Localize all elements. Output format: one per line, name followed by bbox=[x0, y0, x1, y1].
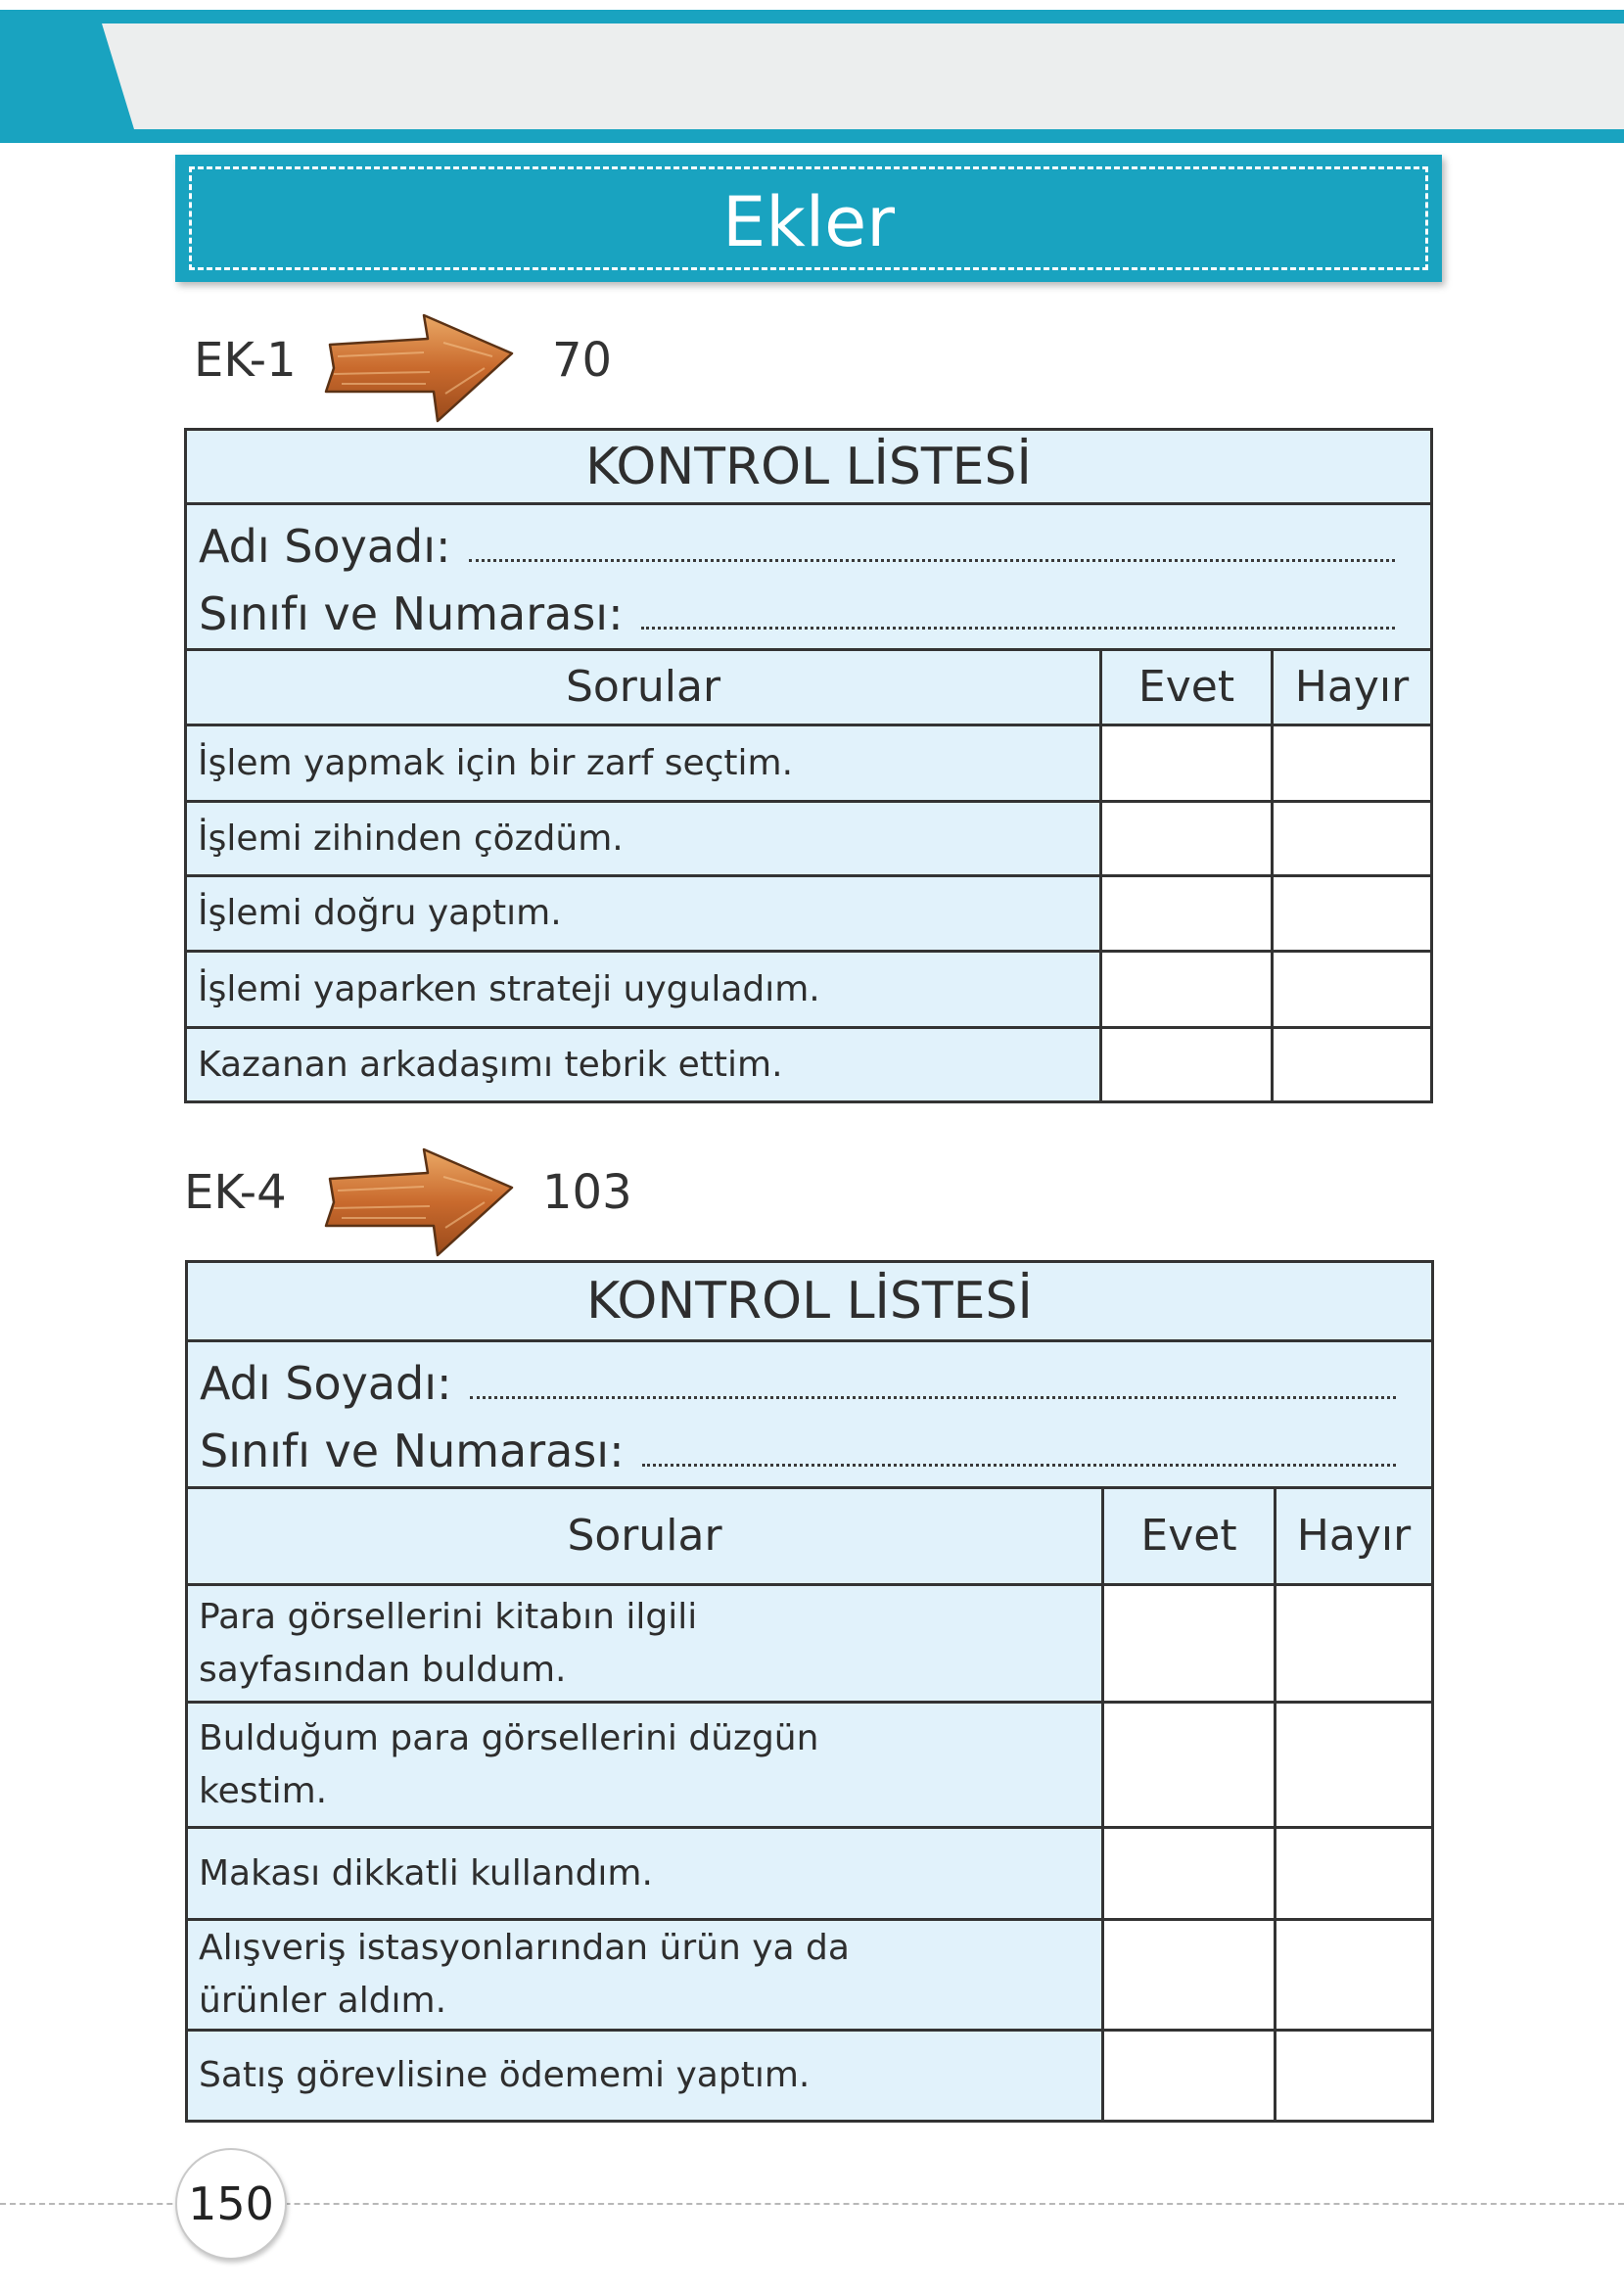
answer-yes-cell bbox=[1103, 1828, 1276, 1920]
top-banner bbox=[0, 10, 1624, 143]
appendix-label: EK-1 bbox=[194, 333, 297, 388]
column-header-yes: Evet bbox=[1103, 1488, 1276, 1585]
table-row bbox=[186, 725, 1432, 802]
answer-yes-cell bbox=[1101, 725, 1273, 802]
answer-no-cell bbox=[1276, 1828, 1433, 1920]
name-line bbox=[199, 513, 1395, 581]
student-info-cell bbox=[187, 1341, 1433, 1488]
question-text: İşlem yapmak için bir zarf seçtim. bbox=[186, 725, 1101, 802]
class-number-line bbox=[199, 581, 1395, 648]
question-text: İşlemi doğru yaptım. bbox=[186, 876, 1101, 952]
answer-yes-cell bbox=[1101, 876, 1273, 952]
answer-no-cell bbox=[1273, 876, 1432, 952]
section-title-box bbox=[175, 155, 1442, 282]
table-row bbox=[187, 1920, 1433, 2031]
class-number-dotted-line bbox=[642, 1464, 1396, 1467]
question-text: İşlemi zihinden çözdüm. bbox=[186, 802, 1101, 876]
student-info-row bbox=[186, 504, 1432, 650]
column-header-row bbox=[187, 1488, 1433, 1585]
page-reference: 70 bbox=[552, 333, 613, 388]
column-header-yes: Evet bbox=[1101, 650, 1273, 725]
answer-no-cell bbox=[1276, 2031, 1433, 2122]
page-reference: 103 bbox=[542, 1165, 632, 1220]
name-dotted-line bbox=[469, 559, 1396, 562]
question-text: Makası dikkatli kullandım. bbox=[187, 1828, 1103, 1920]
answer-yes-cell bbox=[1103, 2031, 1276, 2122]
table-row bbox=[187, 1585, 1433, 1703]
question-text: Alışveriş istasyonlarından ürün ya da ürünler aldım. bbox=[187, 1920, 1103, 2031]
answer-yes-cell bbox=[1101, 802, 1273, 876]
checklist-table bbox=[184, 428, 1433, 1103]
class-number-dotted-line bbox=[641, 627, 1395, 630]
checklist-table bbox=[185, 1260, 1434, 2123]
column-header-row bbox=[186, 650, 1432, 725]
name-label: Adı Soyadı: bbox=[200, 1357, 452, 1410]
checklist-title: KONTROL LİSTESİ bbox=[186, 430, 1432, 504]
page-number: 150 bbox=[175, 2148, 287, 2260]
class-number-line bbox=[200, 1418, 1396, 1485]
class-number-label: Sınıfı ve Numarası: bbox=[200, 1425, 625, 1477]
question-text: Satış görevlisine ödememi yaptım. bbox=[187, 2031, 1103, 2122]
answer-yes-cell bbox=[1101, 952, 1273, 1028]
arrow-right-icon bbox=[324, 1147, 514, 1257]
arrow-right-icon bbox=[324, 313, 514, 423]
answer-no-cell bbox=[1273, 802, 1432, 876]
question-text: Para görsellerini kitabın ilgili sayfasından buldum. bbox=[187, 1585, 1103, 1703]
answer-no-cell bbox=[1276, 1920, 1433, 2031]
answer-no-cell bbox=[1273, 1028, 1432, 1102]
table-row bbox=[187, 2031, 1433, 2122]
answer-no-cell bbox=[1276, 1585, 1433, 1703]
table-row bbox=[186, 876, 1432, 952]
answer-no-cell bbox=[1276, 1703, 1433, 1828]
name-dotted-line bbox=[470, 1396, 1397, 1399]
table-row bbox=[186, 952, 1432, 1028]
column-header-questions: Sorular bbox=[187, 1488, 1103, 1585]
answer-yes-cell bbox=[1101, 1028, 1273, 1102]
table-row bbox=[187, 1703, 1433, 1828]
column-header-no: Hayır bbox=[1273, 650, 1432, 725]
column-header-questions: Sorular bbox=[186, 650, 1101, 725]
column-header-no: Hayır bbox=[1276, 1488, 1433, 1585]
question-text: İşlemi yaparken strateji uyguladım. bbox=[186, 952, 1101, 1028]
student-info-cell bbox=[186, 504, 1432, 650]
page-title: Ekler bbox=[721, 182, 896, 262]
student-info-row bbox=[187, 1341, 1433, 1488]
table-row bbox=[187, 1828, 1433, 1920]
checklist-title-row bbox=[187, 1262, 1433, 1341]
name-line bbox=[200, 1350, 1396, 1418]
banner-panel bbox=[102, 23, 1624, 129]
name-label: Adı Soyadı: bbox=[199, 520, 451, 573]
answer-no-cell bbox=[1273, 725, 1432, 802]
checklist-title: KONTROL LİSTESİ bbox=[187, 1262, 1433, 1341]
appendix-label: EK-4 bbox=[184, 1165, 287, 1220]
answer-yes-cell bbox=[1103, 1585, 1276, 1703]
answer-yes-cell bbox=[1103, 1703, 1276, 1828]
checklist-title-row bbox=[186, 430, 1432, 504]
question-text: Kazanan arkadaşımı tebrik ettim. bbox=[186, 1028, 1101, 1102]
question-text: Bulduğum para görsellerini düzgün kestim. bbox=[187, 1703, 1103, 1828]
class-number-label: Sınıfı ve Numarası: bbox=[199, 587, 624, 640]
table-row bbox=[186, 1028, 1432, 1102]
answer-yes-cell bbox=[1103, 1920, 1276, 2031]
answer-no-cell bbox=[1273, 952, 1432, 1028]
table-row bbox=[186, 802, 1432, 876]
